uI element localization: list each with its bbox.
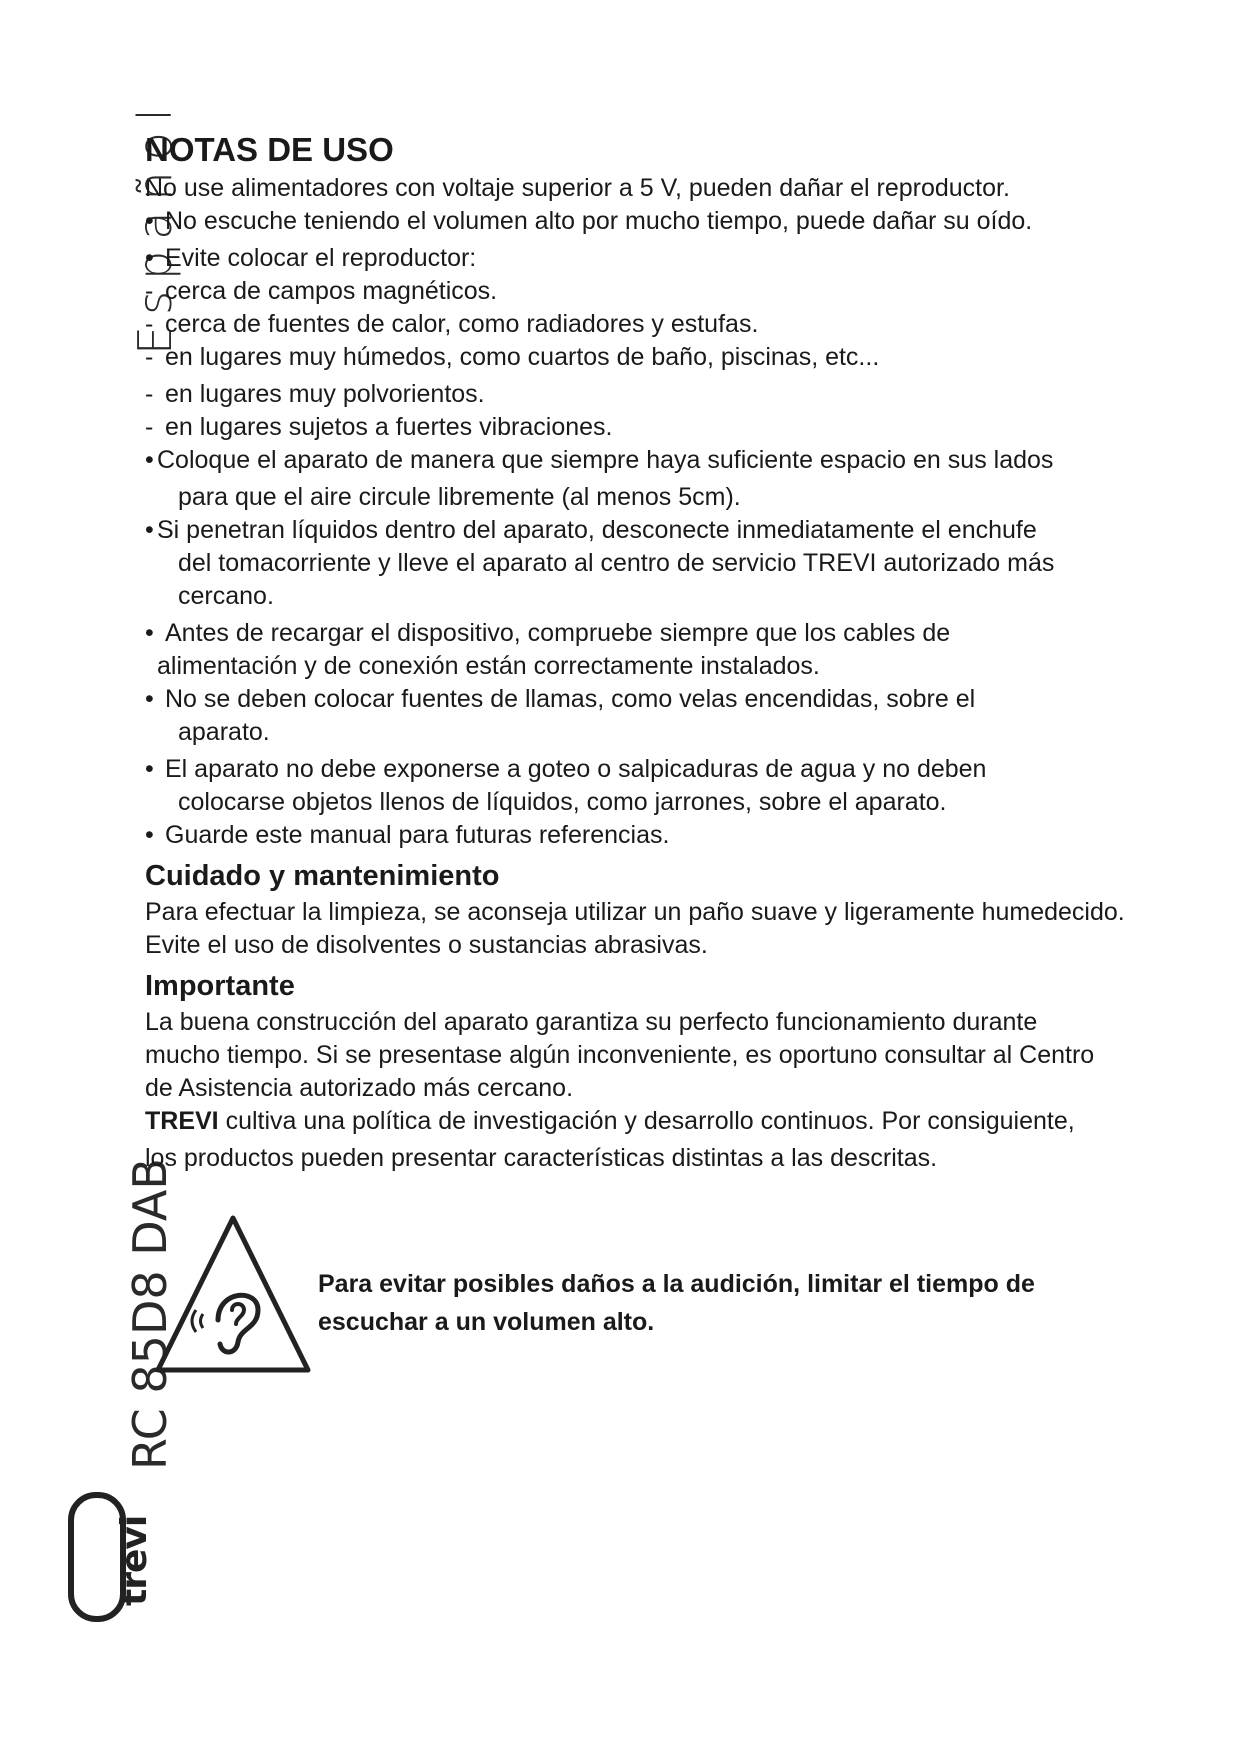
list-item-cont: aparato. — [178, 718, 270, 746]
model-label — [65, 1158, 177, 1470]
list-item-cont: del tomacorriente y lleve el aparato al centro de servicio TREVI autorizado más — [178, 549, 1055, 577]
list-item-cont: cercano. — [178, 582, 274, 610]
importante-text: de Asistencia autorizado más cercano. — [145, 1074, 574, 1102]
list-item: - cerca de campos magnéticos. — [145, 275, 1165, 308]
warning-line: Para evitar posibles daños a la audición, limitar el tiempo de — [318, 1270, 1035, 1298]
list-item: • El aparato no debe exponerse a goteo o salpicaduras de agua y no deben — [145, 753, 1165, 786]
notas-intro: No use alimentadores con voltaje superior a 5 V, pueden dañar el reproductor. — [145, 174, 1010, 202]
list-item: - en lugares sujetos a fuertes vibraciones. — [145, 411, 1165, 444]
model-text: RC 85D8 DAB — [123, 1158, 177, 1470]
warning-text — [318, 1265, 1138, 1341]
list-item-cont: alimentación y de conexión están correctamente instalados. — [157, 652, 820, 680]
cuidado-text: Evite el uso de disolventes o sustancias abrasivas. — [145, 931, 708, 959]
notas-title: NOTAS DE USO — [145, 131, 394, 168]
cuidado-text: Para efectuar la limpieza, se aconseja utilizar un paño suave y ligeramente humedecido. — [145, 898, 1125, 926]
list-item: - cerca de fuentes de calor, como radiadores y estufas. — [145, 308, 1165, 341]
trevi-logo — [68, 1492, 155, 1622]
list-item: • Coloque el aparato de manera que siempre haya suficiente espacio en sus lados — [145, 444, 1165, 477]
list-item: - en lugares muy polvorientos. — [145, 378, 1165, 411]
warning-line: escuchar a un volumen alto. — [318, 1308, 655, 1336]
list-item: • Si penetran líquidos dentro del aparato, desconecte inmediatamente el enchufe — [145, 514, 1165, 547]
brand-name: TREVI — [145, 1107, 219, 1135]
list-item: • No se deben colocar fuentes de llamas, como velas encendidas, sobre el — [145, 683, 1165, 716]
list-item: • No escuche teniendo el volumen alto por mucho tiempo, puede dañar su oído. — [145, 205, 1165, 238]
list-item: - en lugares muy húmedos, como cuartos de baño, piscinas, etc... — [145, 341, 1165, 374]
cuidado-title: Cuidado y mantenimiento — [145, 860, 500, 892]
importante-text-rest: cultiva una política de investigación y desarrollo continuos. Por consiguiente, — [218, 1107, 1075, 1135]
list-item-cont: colocarse objetos llenos de líquidos, como jarrones, sobre el aparato. — [178, 788, 947, 816]
importante-title: Importante — [145, 970, 295, 1002]
main-content — [145, 130, 1165, 1175]
importante-text: los productos pueden presentar características distintas a las descritas. — [145, 1144, 938, 1172]
language-text: Español — [128, 97, 182, 355]
logo-text: trevi — [114, 1515, 155, 1606]
hearing-warning — [148, 1210, 1148, 1380]
importante-text — [145, 1105, 1165, 1138]
list-item: • Evite colocar el reproductor: — [145, 242, 1165, 275]
importante-text: mucho tiempo. Si se presentase algún inconveniente, es oportuno consultar al Centro — [145, 1041, 1095, 1069]
list-item: • Guarde este manual para futuras referencias. — [145, 819, 1165, 852]
list-item: • Antes de recargar el dispositivo, compruebe siempre que los cables de — [145, 617, 1165, 650]
language-label — [58, 97, 182, 355]
list-item-cont: para que el aire circule libremente (al menos 5cm). — [178, 483, 741, 511]
hearing-warning-icon — [148, 1210, 318, 1380]
importante-text: La buena construcción del aparato garantiza su perfecto funcionamiento durante — [145, 1008, 1038, 1036]
